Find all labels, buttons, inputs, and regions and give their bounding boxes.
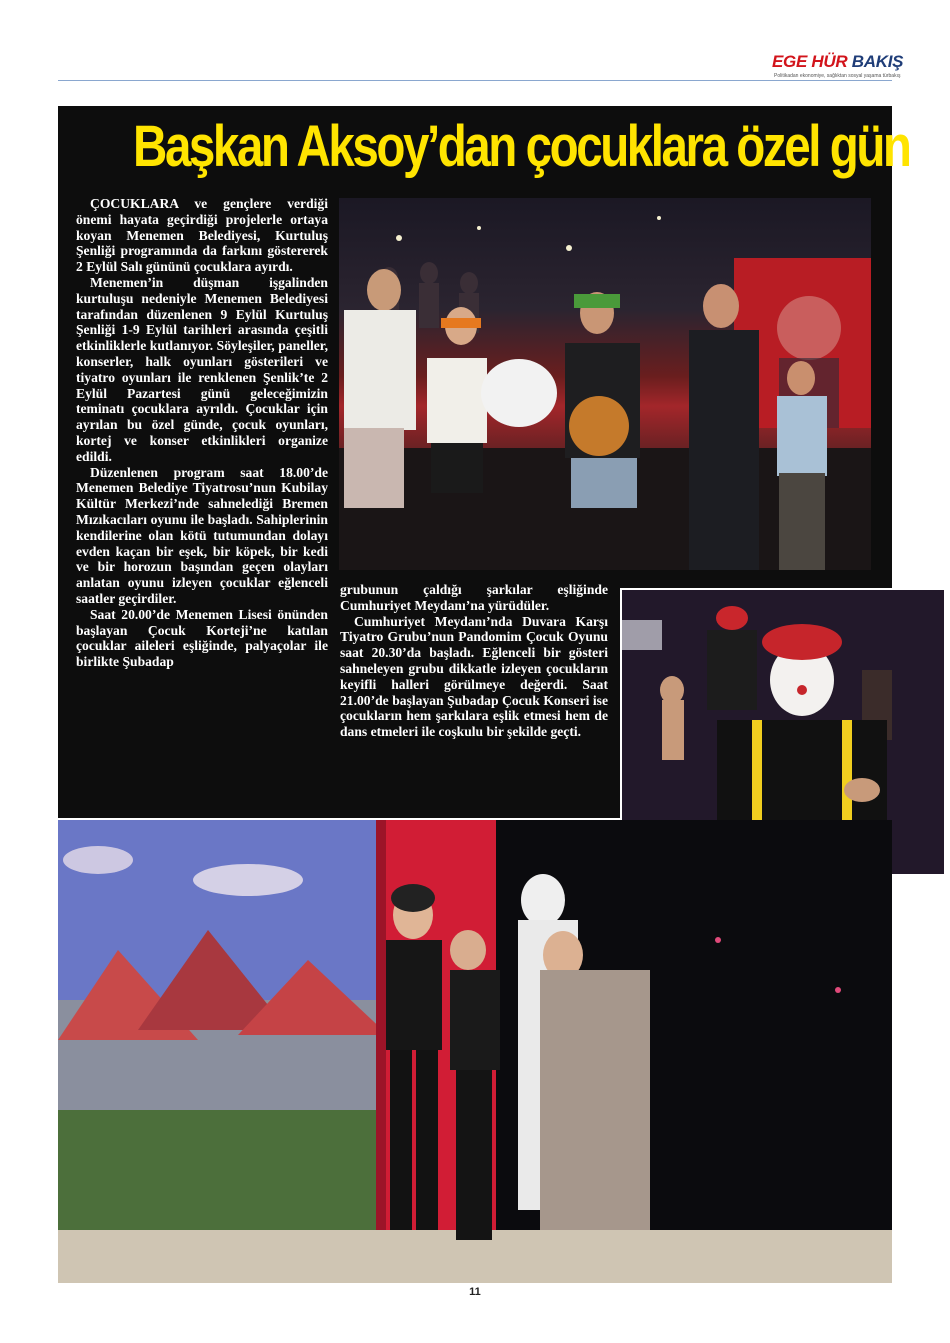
paragraph: Düzenlenen program saat 18.00’de Menemen Belediye Tiyatrosu’nun Kubilay Kültür Merkezi’nde sahnelediği Bremen Mızıkacıları oyunu ile başladı. Sahiplerinin kendilerine olan kötü tutumundan dolayı evden kaçan bir eşek, bir köpek, bir kedi ve bir horozun başından geçen olayları anlatan oyunu izleyen çocuklar eğlenceli saatler geçirdiler.	[76, 464, 328, 606]
logo-text-primary: EGE HÜR	[772, 52, 848, 71]
paragraph: Cumhuriyet Meydanı’nda Duvara Karşı Tiyatro Grubu’nun Pandomim Çocuk Oyunu saat 20.30’da başladı. Eğlenceli bir gösteri sahneleyen grubu dikkatle izleyen çocukların keyifli halleri görülmeye değerdi. Saat 21.00’de başlayan Şubadap Çocuk Konseri ise çocukların hem şarkılara eşlik etmesi hem de dans etmeleri ile coşkulu bir şekilde geçti.	[340, 613, 608, 740]
paragraph: Saat 20.00’de Menemen Lisesi önünden başlayan Çocuk Korteji’ne katılan çocuklar aileleri eşliğinde, palyaçolar ile birlikte Şubadap	[76, 606, 328, 670]
paragraph: grubunun çaldığı şarkılar eşliğinde Cumhuriyet Meydanı’na yürüdüler.	[340, 582, 608, 613]
stage-ceremony-photo	[339, 198, 871, 570]
article-column-1	[76, 196, 328, 670]
header-divider	[58, 80, 892, 81]
article-column-2	[340, 582, 608, 740]
paragraph: ÇOCUKLARA ve gençlere verdiği önemi hayata geçirdiği projelerle ortaya koyan Menemen Belediyesi, Kurtuluş Şenliği programında da farkını göstererek 2 Eylül Salı gününü çocuklara ayırdı.	[76, 196, 328, 275]
logo-slogan: Politikadan ekonomiye, sağlıktan sosyal yaşama türbakış	[774, 73, 901, 79]
theater-play-photo	[58, 820, 892, 1283]
logo-text-secondary: BAKIŞ	[851, 52, 904, 71]
article-headline: Başkan Aksoy’dan çocuklara özel gün	[133, 114, 910, 179]
logo-title	[772, 52, 903, 72]
page-number: 11	[469, 1286, 481, 1298]
paragraph: Menemen’in düşman işgalinden kurtuluşu nedeniyle Menemen Belediyesi tarafından düzenlenen 9 Eylül Kurtuluş Şenliği 1-9 Eylül tarihleri arasında çeşitli etkinliklerle kutlanıyor. Söyleşiler, paneller, konserler, halk oyunları gösterileri ve tiyatro oyunları ile renklenen Şenlik’te 2 Eylül Pazartesi günü geleceğimizin teminatı çocuklara ayrıldı. Çocuklar için ayrılan bu özel günde, çocuk oyunları, kortej ve konser etkinlikleri organize edildi.	[76, 274, 328, 464]
